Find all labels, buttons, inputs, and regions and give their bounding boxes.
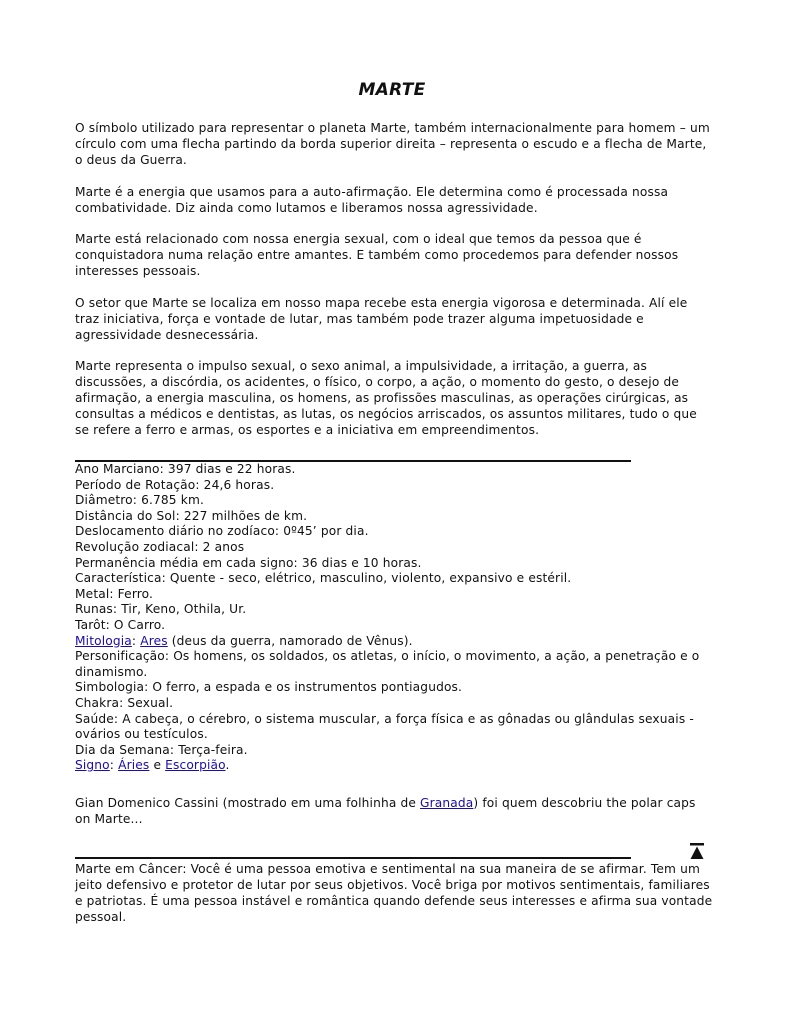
fact-line: Dia da Semana: Terça-feira. [75,742,248,757]
paragraph-symbol: O símbolo utilizado para representar o planeta Marte, também internacionalmente para homem – um círculo com uma flecha partindo da borda superior direita – representa o escudo e a flecha de Marte, o deus da Guerra. [75,121,710,167]
fact-line: Runas: Tir, Keno, Othila, Ur. [75,602,247,617]
fact-line: Ano Marciano: 397 dias e 22 horas. [75,462,296,476]
fact-line: Simbologia: O ferro, a espada e os instrumentos pontiagudos. [75,680,463,695]
paragraph-sexual: Marte está relacionado com nossa energia sexual, com o ideal que temos da pessoa que é conquistadora numa relação entre amantes. E também como procedemos para defender nossos interesses pessoais. [75,232,679,278]
fact-line: Tarôt: O Carro. [75,617,166,632]
mitologia-sep: : [131,633,141,648]
paragraph-sector: O setor que Marte se localiza em nosso mapa recebe esta energia vigorosa e determinada. Alí ele traz iniciativa, força e vontade de lutar, mas também pode trazer alguma impetuosidade e agressividade desnecessária. [75,295,688,342]
fact-line: Chakra: Sexual. [75,695,174,710]
fact-line: Característica: Quente - seco, elétrico, masculino, violento, expansivo e estéril. [75,571,572,586]
signo-end: . [225,758,230,773]
paragraph-energy: Marte é a energia que usamos para a auto-afirmação. Ele determina como é processada nossa combatividade. Diz ainda como lutamos e liberamos nossa agressividade. [75,184,669,215]
cassini-before: Gian Domenico Cassini (mostrado em uma folhinha de [75,796,421,810]
escorpiao-link[interactable]: Escorpião [165,758,226,773]
fact-signo [75,758,720,774]
fact-line: Metal: Ferro. [75,586,154,601]
intro-paragraphs [75,120,715,454]
mitologia-rest: (deus da guerra, namorado de Vênus). [167,633,413,648]
signo-sep: : [109,758,119,773]
facts-list [75,462,720,774]
fact-line: Distância do Sol: 227 milhões de km. [75,508,308,523]
fact-line: Diâmetro: 6.785 km. [75,493,204,508]
fact-line: Período de Rotação: 24,6 horas. [75,477,275,492]
aries-link[interactable]: Áries [118,758,150,773]
fact-line: Saúde: A cabeça, o cérebro, o sistema muscular, a força física e as gônadas ou glândulas sexuais - ovários ou testículos. [75,711,694,742]
back-to-top-icon-graphic [690,843,704,860]
paragraph-represents: Marte representa o impulso sexual, o sexo animal, a impulsividade, a irritação, a guerra, as discussões, a discórdia, os acidentes, o físico, o corpo, a ação, o momento do gesto, o desejo de afirmação, a energia masculina, os homens, as profissões masculinas, as operações cirúrgicas, as consultas a médicos e dentistas, as lutas, os negócios arriscados, os assuntos militares, tudo o que se refere a ferro e armas, os esportes e a iniciativa em empreendimentos. [75,359,697,437]
fact-line: Permanência média em cada signo: 36 dias e 10 horas. [75,555,422,570]
page-title: MARTE [358,80,426,100]
signo-link[interactable]: Signo [75,758,110,773]
fact-line: Revolução zodiacal: 2 anos [75,539,245,554]
paragraph-cancer: Marte em Câncer: Você é uma pessoa emotiva e sentimental na sua maneira de se afirmar. Tem um jeito defensivo e protetor de lutar por seus objetivos. Você briga por motivos sentimentais, familiares e patriotas. É uma pessoa instável e romântica quando defende seus interesses e afirma sua vontade pessoal. [75,862,713,924]
signo-and: e [149,758,166,773]
fact-mitologia [75,634,720,650]
fact-line: Personificação: Os homens, os soldados, os atletas, o início, o movimento, a ação, a penetração e o dinamismo. [75,649,700,679]
cassini-after: ) foi quem descobriu the polar caps on Marte... [75,796,696,826]
back-to-top-icon[interactable] [690,843,704,860]
cassini-paragraph [75,795,715,827]
ares-link[interactable]: Ares [140,633,168,648]
horizontal-divider [75,857,631,859]
granada-link[interactable]: Granada [420,796,474,810]
mitologia-link[interactable]: Mitologia [75,633,132,648]
fact-line: Deslocamento diário no zodíaco: 0º45’ por dia. [75,524,369,539]
